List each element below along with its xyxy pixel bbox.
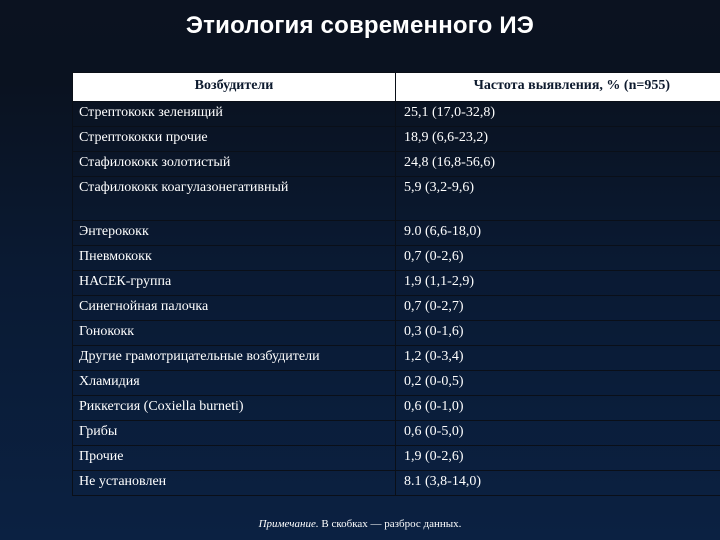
table-row xyxy=(73,421,720,446)
agent-cell: Гонококк xyxy=(73,321,396,346)
table-header-row xyxy=(73,73,720,102)
table-row xyxy=(73,321,720,346)
agent-cell: Прочие xyxy=(73,446,396,471)
table-row xyxy=(73,296,720,321)
frequency-cell: 0,6 (0-1,0) xyxy=(396,396,720,421)
footnote-text: В скобках — разброс данных. xyxy=(318,518,462,530)
frequency-cell: 9.0 (6,6-18,0) xyxy=(396,221,720,246)
agent-cell: Энтерококк xyxy=(73,221,396,246)
agent-cell: Синегнойная палочка xyxy=(73,296,396,321)
table-row xyxy=(73,396,720,421)
agent-cell: Стрептококк зеленящий xyxy=(73,102,396,127)
agent-cell: НАСЕК-группа xyxy=(73,271,396,296)
frequency-cell: 1,9 (0-2,6) xyxy=(396,446,720,471)
table-row xyxy=(73,127,720,152)
agent-cell: Стрептококки прочие xyxy=(73,127,396,152)
table-row xyxy=(73,471,720,496)
frequency-cell: 0,3 (0-1,6) xyxy=(396,321,720,346)
table-row xyxy=(73,221,720,246)
frequency-cell: 0,7 (0-2,7) xyxy=(396,296,720,321)
agent-cell: Грибы xyxy=(73,421,396,446)
etiology-table-container xyxy=(72,72,720,496)
frequency-cell: 5,9 (3,2-9,6) xyxy=(396,177,720,221)
agent-cell: Пневмококк xyxy=(73,246,396,271)
table-row xyxy=(73,246,720,271)
frequency-cell: 1,2 (0-3,4) xyxy=(396,346,720,371)
table-row xyxy=(73,152,720,177)
frequency-cell: 0,6 (0-5,0) xyxy=(396,421,720,446)
header-frequency: Частота выявления, % (n=955) xyxy=(396,73,720,102)
table-row xyxy=(73,346,720,371)
table-row xyxy=(73,102,720,127)
table-row xyxy=(73,371,720,396)
frequency-cell: 18,9 (6,6-23,2) xyxy=(396,127,720,152)
frequency-cell: 1,9 (1,1-2,9) xyxy=(396,271,720,296)
frequency-cell: 0,7 (0-2,6) xyxy=(396,246,720,271)
agent-cell: Другие грамотрицательные возбудители xyxy=(73,346,396,371)
page-title: Этиология современного ИЭ xyxy=(185,12,535,39)
footnote-label: Примечание. xyxy=(258,518,319,530)
table-row xyxy=(73,446,720,471)
frequency-cell: 25,1 (17,0-32,8) xyxy=(396,102,720,127)
etiology-table xyxy=(72,72,720,496)
frequency-cell: 0,2 (0-0,5) xyxy=(396,371,720,396)
agent-cell: Риккетсия (Coxiella burneti) xyxy=(73,396,396,421)
table-row xyxy=(73,271,720,296)
agent-cell: Стафилококк коагулазонегативный xyxy=(73,177,396,221)
agent-cell: Не установлен xyxy=(73,471,396,496)
header-agent: Возбудители xyxy=(73,73,396,102)
agent-cell: Стафилококк золотистый xyxy=(73,152,396,177)
footnote xyxy=(0,518,720,530)
frequency-cell: 8.1 (3,8-14,0) xyxy=(396,471,720,496)
table-row xyxy=(73,177,720,221)
agent-cell: Хламидия xyxy=(73,371,396,396)
frequency-cell: 24,8 (16,8-56,6) xyxy=(396,152,720,177)
